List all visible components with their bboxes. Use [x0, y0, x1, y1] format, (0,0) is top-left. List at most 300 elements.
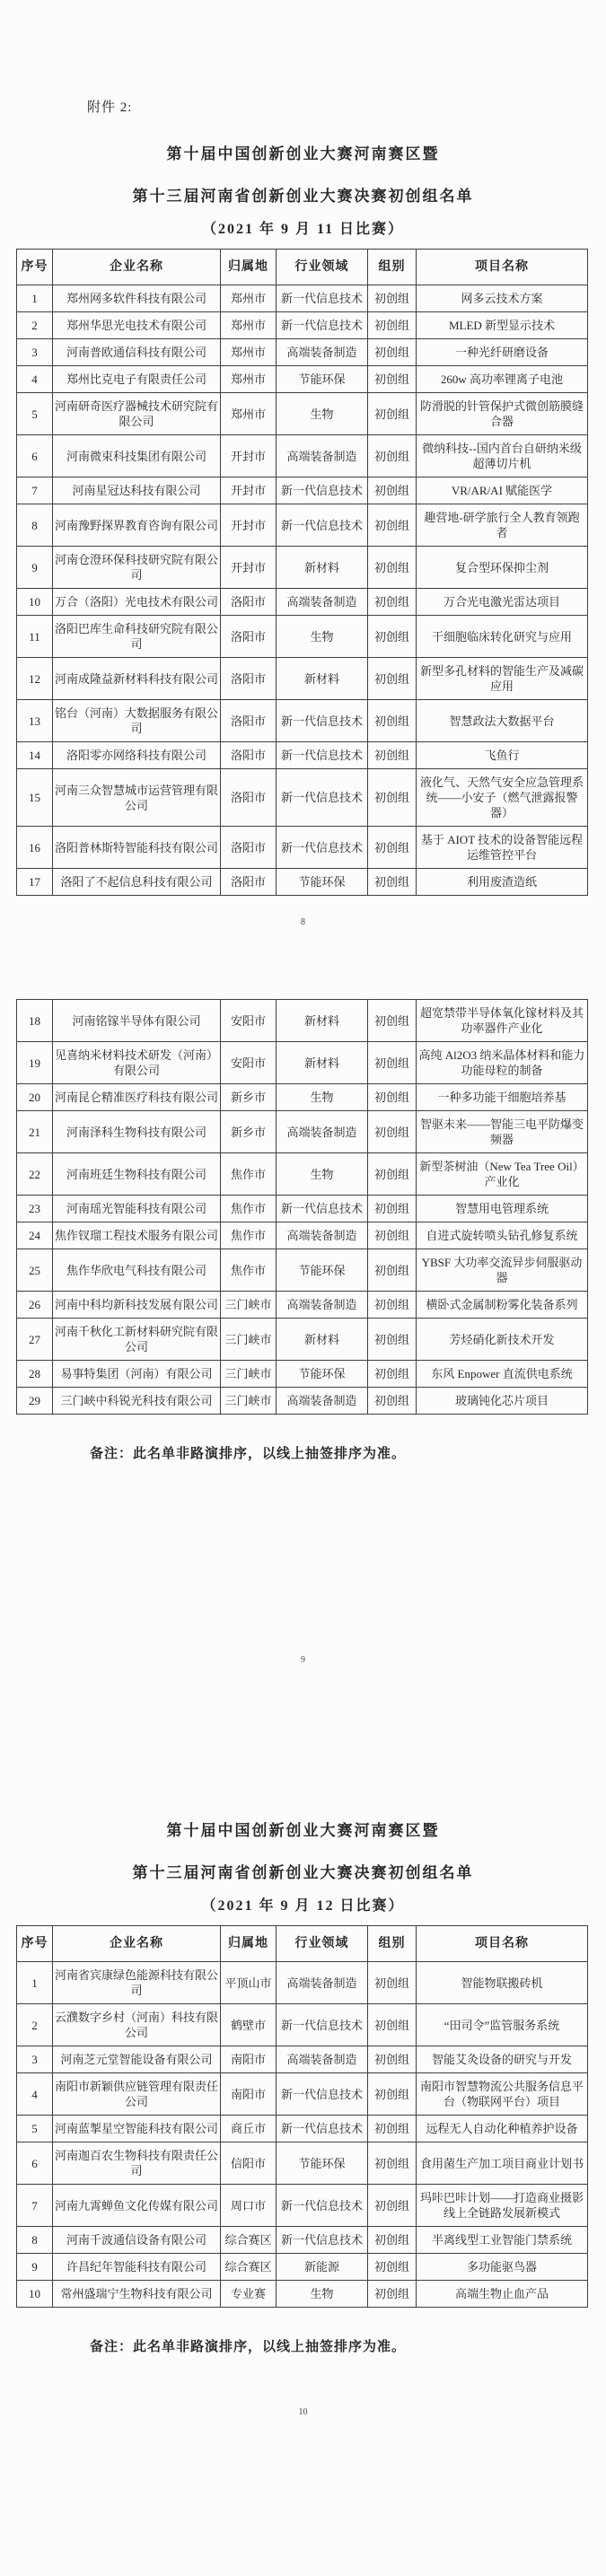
- table-row: [17, 589, 588, 616]
- title-line1-day2: 第十届中国创新创业大赛河南赛区暨: [166, 1822, 440, 1839]
- table-row: [17, 435, 588, 478]
- column-header-group: 组别: [368, 1926, 417, 1962]
- table-row: [17, 2185, 588, 2227]
- table-row: [17, 1196, 588, 1222]
- table-cell: 基于 AIOT 技术的设备智能远程运维管控平台: [417, 827, 588, 869]
- table-row: [17, 2004, 588, 2046]
- table-cell: 河南昆仑精准医疗科技有限公司: [53, 1084, 221, 1111]
- table-cell: 专业赛: [221, 2281, 277, 2308]
- table-cell: 新一代信息技术: [277, 2227, 368, 2254]
- table-cell: 新一代信息技术: [277, 285, 368, 312]
- table-cell: 初创组: [368, 869, 417, 896]
- column-header-group: 组别: [368, 250, 417, 285]
- table-cell: 初创组: [368, 1249, 417, 1292]
- table-header-row: [17, 1926, 588, 1962]
- table-cell: 新乡市: [221, 1111, 277, 1153]
- table-cell: 河南蓝掣星空智能科技有限公司: [53, 2116, 221, 2142]
- table-cell: MLED 新型显示技术: [417, 312, 588, 339]
- table-row: [17, 478, 588, 504]
- table-cell: 玻璃钝化芯片项目: [417, 1388, 588, 1415]
- title-line2-day2: 第十三届河南省创新创业大赛决赛初创组名单: [132, 1864, 474, 1881]
- table-cell: 23: [17, 1196, 53, 1222]
- table-cell: 多功能驱鸟器: [417, 2254, 588, 2281]
- table-cell: 1: [17, 285, 53, 312]
- column-header-city: 归属地: [221, 250, 277, 285]
- table-cell: 11: [17, 616, 53, 658]
- table-cell: 洛阳市: [221, 616, 277, 658]
- table-cell: 高端装备制造: [277, 1388, 368, 1415]
- table-cell: 28: [17, 1361, 53, 1388]
- table-row: [17, 2254, 588, 2281]
- table-cell: 智驱未来——智能三电平防爆变频器: [417, 1111, 588, 1153]
- table-cell: 初创组: [368, 1361, 417, 1388]
- table-cell: 开封市: [221, 547, 277, 589]
- page-number: 9: [301, 1655, 305, 1665]
- table-cell: 初创组: [368, 658, 417, 700]
- table-cell: 超宽禁带半导体氧化镓材料及其功率器件产业化: [417, 1000, 588, 1042]
- table-row: [17, 2073, 588, 2116]
- table-cell: 新一代信息技术: [277, 504, 368, 547]
- table-cell: 高端装备制造: [277, 435, 368, 478]
- table-cell: 4: [17, 366, 53, 393]
- table-row: [17, 827, 588, 869]
- table-cell: 焦作钗瑠工程技术服务有限公司: [53, 1222, 221, 1249]
- table-cell: 河南成隆益新材料科技有限公司: [53, 658, 221, 700]
- table-cell: 初创组: [368, 2073, 417, 2116]
- table-cell: 生物: [277, 1153, 368, 1196]
- table-cell: 新一代信息技术: [277, 1196, 368, 1222]
- table-cell: 洛阳市: [221, 769, 277, 827]
- table-row: [17, 1319, 588, 1361]
- table-cell: 初创组: [368, 1222, 417, 1249]
- table-cell: 南阳市新颖供应链管理有限责任公司: [53, 2073, 221, 2116]
- table-cell: 趣营地-研学旅行全人教育领跑者: [417, 504, 588, 547]
- table-cell: 初创组: [368, 2142, 417, 2185]
- table-cell: 25: [17, 1249, 53, 1292]
- table-cell: 高纯 Al2O3 纳米晶体材料和能力功能母粒的制备: [417, 1042, 588, 1084]
- table-row: [17, 2227, 588, 2254]
- table-cell: 洛阳了不起信息科技有限公司: [53, 869, 221, 896]
- table-cell: 河南豫野探界教育咨询有限公司: [53, 504, 221, 547]
- table-cell: 高端装备制造: [277, 2046, 368, 2073]
- table-cell: “田司令”监管服务系统: [417, 2004, 588, 2046]
- table-cell: YBSF 大功率交流异步伺服驱动器: [417, 1249, 588, 1292]
- table-cell: 郑州网多软件科技有限公司: [53, 285, 221, 312]
- table-cell: 高端生物止血产品: [417, 2281, 588, 2308]
- table-cell: 洛阳市: [221, 700, 277, 742]
- table-cell: 综合赛区: [221, 2227, 277, 2254]
- table-cell: 三门峡市: [221, 1388, 277, 1415]
- table-row: [17, 547, 588, 589]
- table-cell: 初创组: [368, 1153, 417, 1196]
- table-cell: 18: [17, 1000, 53, 1042]
- table-cell: 初创组: [368, 769, 417, 827]
- table-cell: 5: [17, 393, 53, 435]
- table-cell: 初创组: [368, 2254, 417, 2281]
- table-cell: 许昌纪年智能科技有限公司: [53, 2254, 221, 2281]
- table-cell: 新材料: [277, 1000, 368, 1042]
- table-cell: 铭台（河南）大数据服务有限公司: [53, 700, 221, 742]
- table-cell: 郑州市: [221, 393, 277, 435]
- title-line2: 第十三届河南省创新创业大赛决赛初创组名单: [132, 188, 474, 205]
- table-header-row: [17, 250, 588, 285]
- table-cell: 初创组: [368, 589, 417, 616]
- table-row: [17, 700, 588, 742]
- table-cell: 20: [17, 1084, 53, 1111]
- table-row: [17, 1111, 588, 1153]
- table-cell: 新一代信息技术: [277, 2004, 368, 2046]
- table-cell: 生物: [277, 616, 368, 658]
- table-cell: 南阳市智慧物流公共服务信息平台（物联网平台）项目: [417, 2073, 588, 2116]
- table-cell: 初创组: [368, 1000, 417, 1042]
- table-cell: 21: [17, 1111, 53, 1153]
- table-cell: 河南普欧通信科技有限公司: [53, 339, 221, 366]
- table-cell: 复合型环保抑尘剂: [417, 547, 588, 589]
- table-row: [17, 312, 588, 339]
- table-cell: 新能源: [277, 2254, 368, 2281]
- table-cell: 初创组: [368, 504, 417, 547]
- table-cell: 东风 Enpower 直流供电系统: [417, 1361, 588, 1388]
- table-cell: 河南班廷生物科技有限公司: [53, 1153, 221, 1196]
- table-cell: 万合光电激光雷达项目: [417, 589, 588, 616]
- table-cell: 新材料: [277, 658, 368, 700]
- note-day1: 备注：此名单非路演排序，以线上抽签排序为准。: [90, 1447, 407, 1461]
- table-cell: 智慧用电管理系统: [417, 1196, 588, 1222]
- table-cell: 开封市: [221, 504, 277, 547]
- table-cell: 微纳科技--国内首台自研纳米级超薄切片机: [417, 435, 588, 478]
- page-number: 8: [301, 917, 305, 927]
- table-cell: 一种光纤研磨设备: [417, 339, 588, 366]
- results-table-day2: [16, 1925, 588, 2308]
- table-cell: 3: [17, 339, 53, 366]
- table-cell: 初创组: [368, 2046, 417, 2073]
- table-cell: 利用废渣造纸: [417, 869, 588, 896]
- table-cell: 河南研奇医疗器械技术研究院有限公司: [53, 393, 221, 435]
- table-cell: 商丘市: [221, 2116, 277, 2142]
- table-cell: 安阳市: [221, 1000, 277, 1042]
- table-cell: 13: [17, 700, 53, 742]
- table-cell: 9: [17, 2254, 53, 2281]
- table-row: [17, 1084, 588, 1111]
- table-cell: 智能物联搬砖机: [417, 1962, 588, 2004]
- table-cell: 27: [17, 1319, 53, 1361]
- table-cell: 焦作华欣电气科技有限公司: [53, 1249, 221, 1292]
- table-cell: 河南千秋化工新材料研究院有限公司: [53, 1319, 221, 1361]
- table-cell: 平顶山市: [221, 1962, 277, 2004]
- table-cell: 初创组: [368, 1111, 417, 1153]
- table-cell: 260w 高功率锂离子电池: [417, 366, 588, 393]
- table-cell: 新一代信息技术: [277, 700, 368, 742]
- table-cell: 初创组: [368, 700, 417, 742]
- table-cell: 初创组: [368, 339, 417, 366]
- column-header-project: 项目名称: [417, 250, 588, 285]
- table-cell: 食用菌生产加工项目商业计划书: [417, 2142, 588, 2185]
- table-cell: 郑州市: [221, 312, 277, 339]
- table-cell: 1: [17, 1962, 53, 2004]
- table-cell: 综合赛区: [221, 2254, 277, 2281]
- column-header-no: 序号: [17, 1926, 53, 1962]
- table-cell: 新一代信息技术: [277, 827, 368, 869]
- table-row: [17, 2142, 588, 2185]
- table-cell: 液化气、天然气安全应急管理系统——小安子（燃气泄露报警器）: [417, 769, 588, 827]
- table-cell: 新材料: [277, 1319, 368, 1361]
- table-row: [17, 1000, 588, 1042]
- table-cell: 初创组: [368, 478, 417, 504]
- table-cell: 节能环保: [277, 869, 368, 896]
- table-cell: 河南省宾康绿色能源科技有限公司: [53, 1962, 221, 2004]
- table-cell: 生物: [277, 1084, 368, 1111]
- table-cell: 5: [17, 2116, 53, 2142]
- table-cell: 郑州比克电子有限责任公司: [53, 366, 221, 393]
- table-cell: 常州盛瑞宁生物科技有限公司: [53, 2281, 221, 2308]
- table-cell: 横卧式金属制粉雾化装备系列: [417, 1292, 588, 1319]
- column-header-company: 企业名称: [53, 1926, 221, 1962]
- table-cell: 初创组: [368, 2281, 417, 2308]
- table-row: [17, 1222, 588, 1249]
- table-row: [17, 1042, 588, 1084]
- table-cell: 云濮数字乡村（河南）科技有限公司: [53, 2004, 221, 2046]
- table-cell: 初创组: [368, 393, 417, 435]
- table-cell: 10: [17, 589, 53, 616]
- table-cell: 初创组: [368, 742, 417, 769]
- table-cell: 初创组: [368, 366, 417, 393]
- table-cell: 节能环保: [277, 2142, 368, 2185]
- table-cell: 郑州华思光电技术有限公司: [53, 312, 221, 339]
- table-row: [17, 393, 588, 435]
- table-cell: 8: [17, 504, 53, 547]
- table-cell: 河南迦百农生物科技有限责任公司: [53, 2142, 221, 2185]
- table-cell: 见喜纳米材料技术研发（河南）有限公司: [53, 1042, 221, 1084]
- table-cell: 半离线型工业智能门禁系统: [417, 2227, 588, 2254]
- table-cell: 7: [17, 478, 53, 504]
- table-cell: 12: [17, 658, 53, 700]
- table-cell: 14: [17, 742, 53, 769]
- table-cell: 防滑脱的针管保护式微创筋膜缝合器: [417, 393, 588, 435]
- table-cell: 鹤壁市: [221, 2004, 277, 2046]
- table-cell: 初创组: [368, 1292, 417, 1319]
- table-cell: 初创组: [368, 1196, 417, 1222]
- table-cell: 远程无人自动化种植养护设备: [417, 2116, 588, 2142]
- table-cell: 16: [17, 827, 53, 869]
- table-cell: 洛阳市: [221, 869, 277, 896]
- table-cell: 周口市: [221, 2185, 277, 2227]
- table-cell: 信阳市: [221, 2142, 277, 2185]
- table-cell: 高端装备制造: [277, 339, 368, 366]
- table-cell: 新材料: [277, 547, 368, 589]
- table-cell: 芳烃硝化新技术开发: [417, 1319, 588, 1361]
- table-row: [17, 2116, 588, 2142]
- table-row: [17, 742, 588, 769]
- table-cell: 初创组: [368, 2116, 417, 2142]
- table-cell: 2: [17, 2004, 53, 2046]
- table-row: [17, 1153, 588, 1196]
- table-cell: 开封市: [221, 478, 277, 504]
- table-cell: 河南星冠达科技有限公司: [53, 478, 221, 504]
- table-cell: 新一代信息技术: [277, 2116, 368, 2142]
- table-cell: 洛阳市: [221, 589, 277, 616]
- table-cell: 洛阳巴库生命科技研究院有限公司: [53, 616, 221, 658]
- table-cell: 洛阳市: [221, 658, 277, 700]
- table-cell: 15: [17, 769, 53, 827]
- column-header-project: 项目名称: [417, 1926, 588, 1962]
- table-row: [17, 1962, 588, 2004]
- table-cell: 3: [17, 2046, 53, 2073]
- table-cell: 河南微束科技集团有限公司: [53, 435, 221, 478]
- column-header-no: 序号: [17, 250, 53, 285]
- table-cell: 飞鱼行: [417, 742, 588, 769]
- table-cell: 29: [17, 1388, 53, 1415]
- table-cell: 焦作市: [221, 1153, 277, 1196]
- table-cell: 河南中科均新科技发展有限公司: [53, 1292, 221, 1319]
- table-cell: 7: [17, 2185, 53, 2227]
- table-cell: 新一代信息技术: [277, 312, 368, 339]
- table-cell: VR/AR/AI 赋能医学: [417, 478, 588, 504]
- table-cell: 高端装备制造: [277, 1111, 368, 1153]
- attachment-label: 附件 2:: [87, 101, 133, 115]
- column-header-city: 归属地: [221, 1926, 277, 1962]
- table-cell: 初创组: [368, 2004, 417, 2046]
- table-row: [17, 366, 588, 393]
- table-cell: 新一代信息技术: [277, 769, 368, 827]
- table-cell: 24: [17, 1222, 53, 1249]
- column-header-industry: 行业领域: [277, 1926, 368, 1962]
- table-cell: 郑州市: [221, 339, 277, 366]
- table-cell: 19: [17, 1042, 53, 1084]
- table-cell: 开封市: [221, 435, 277, 478]
- table-cell: 河南九霄蝉鱼文化传媒有限公司: [53, 2185, 221, 2227]
- table-cell: 智能艾灸设备的研究与开发: [417, 2046, 588, 2073]
- table-cell: 河南泽科生物科技有限公司: [53, 1111, 221, 1153]
- table-cell: 三门峡市: [221, 1361, 277, 1388]
- table-cell: 焦作市: [221, 1222, 277, 1249]
- table-cell: 6: [17, 2142, 53, 2185]
- table-cell: 新型茶树油（New Tea Tree Oil）产业化: [417, 1153, 588, 1196]
- table-cell: 22: [17, 1153, 53, 1196]
- table-cell: 洛阳市: [221, 742, 277, 769]
- table-cell: 自进式旋转喷头钻孔修复系统: [417, 1222, 588, 1249]
- table-cell: 新一代信息技术: [277, 2073, 368, 2116]
- table-cell: 初创组: [368, 285, 417, 312]
- results-table-day1-part2: [16, 999, 588, 1415]
- table-cell: 一种多功能干细胞培养基: [417, 1084, 588, 1111]
- table-cell: 河南铭镓半导体有限公司: [53, 1000, 221, 1042]
- table-row: [17, 1292, 588, 1319]
- table-cell: 6: [17, 435, 53, 478]
- table-cell: 9: [17, 547, 53, 589]
- table-cell: 新材料: [277, 1042, 368, 1084]
- table-cell: 安阳市: [221, 1042, 277, 1084]
- table-cell: 26: [17, 1292, 53, 1319]
- table-cell: 高端装备制造: [277, 1222, 368, 1249]
- table-cell: 焦作市: [221, 1249, 277, 1292]
- table-cell: 三门峡中科锐光科技有限公司: [53, 1388, 221, 1415]
- table-row: [17, 1388, 588, 1415]
- table-cell: 初创组: [368, 1084, 417, 1111]
- table-cell: 新一代信息技术: [277, 742, 368, 769]
- table-cell: 新一代信息技术: [277, 2185, 368, 2227]
- table-cell: 生物: [277, 2281, 368, 2308]
- table-cell: 玛咔巴咔计划——打造商业摄影线上全链路发展新模式: [417, 2185, 588, 2227]
- table-cell: 河南三众智慧城市运营管理有限公司: [53, 769, 221, 827]
- note-day2: 备注：此名单非路演排序，以线上抽签排序为准。: [90, 2340, 407, 2354]
- page-number: 10: [298, 2407, 308, 2417]
- table-cell: 节能环保: [277, 366, 368, 393]
- table-cell: 初创组: [368, 1388, 417, 1415]
- table-row: [17, 2046, 588, 2073]
- table-cell: 初创组: [368, 547, 417, 589]
- table-cell: 新乡市: [221, 1084, 277, 1111]
- table-row: [17, 504, 588, 547]
- table-row: [17, 2281, 588, 2308]
- table-cell: 初创组: [368, 435, 417, 478]
- table-cell: 初创组: [368, 2227, 417, 2254]
- table-cell: 初创组: [368, 616, 417, 658]
- table-cell: 网多云技术方案: [417, 285, 588, 312]
- table-cell: 洛阳市: [221, 827, 277, 869]
- competition-date-day2: （2021 年 9 月 12 日比赛）: [201, 1898, 405, 1914]
- table-row: [17, 616, 588, 658]
- table-cell: 初创组: [368, 2185, 417, 2227]
- table-row: [17, 1361, 588, 1388]
- table-cell: 高端装备制造: [277, 1292, 368, 1319]
- table-cell: 2: [17, 312, 53, 339]
- table-cell: 智慧政法大数据平台: [417, 700, 588, 742]
- table-cell: 新型多孔材料的智能生产及减碳应用: [417, 658, 588, 700]
- table-cell: 河南千波通信设备有限公司: [53, 2227, 221, 2254]
- table-row: [17, 339, 588, 366]
- table-cell: 焦作市: [221, 1196, 277, 1222]
- results-table-day1-part1: [16, 249, 588, 896]
- table-cell: 三门峡市: [221, 1319, 277, 1361]
- table-cell: 初创组: [368, 827, 417, 869]
- table-row: [17, 869, 588, 896]
- table-cell: 10: [17, 2281, 53, 2308]
- table-cell: 8: [17, 2227, 53, 2254]
- table-cell: 高端装备制造: [277, 1962, 368, 2004]
- table-cell: 郑州市: [221, 285, 277, 312]
- table-cell: 17: [17, 869, 53, 896]
- table-cell: 万合（洛阳）光电技术有限公司: [53, 589, 221, 616]
- table-cell: 干细胞临床转化研究与应用: [417, 616, 588, 658]
- table-row: [17, 1249, 588, 1292]
- table-row: [17, 769, 588, 827]
- table-cell: 南阳市: [221, 2046, 277, 2073]
- table-cell: 4: [17, 2073, 53, 2116]
- table-cell: 洛阳普林斯特智能科技有限公司: [53, 827, 221, 869]
- column-header-industry: 行业领域: [277, 250, 368, 285]
- table-cell: 南阳市: [221, 2073, 277, 2116]
- table-cell: 郑州市: [221, 366, 277, 393]
- table-row: [17, 658, 588, 700]
- table-cell: 河南瑶光智能科技有限公司: [53, 1196, 221, 1222]
- table-cell: 河南仓澄环保科技研究院有限公司: [53, 547, 221, 589]
- table-cell: 洛阳零亦网络科技有限公司: [53, 742, 221, 769]
- table-cell: 初创组: [368, 312, 417, 339]
- table-cell: 初创组: [368, 1319, 417, 1361]
- table-cell: 生物: [277, 393, 368, 435]
- table-cell: 节能环保: [277, 1249, 368, 1292]
- table-cell: 初创组: [368, 1042, 417, 1084]
- table-cell: 河南芝元堂智能设备有限公司: [53, 2046, 221, 2073]
- title-line1: 第十届中国创新创业大赛河南赛区暨: [166, 145, 440, 162]
- table-cell: 三门峡市: [221, 1292, 277, 1319]
- table-row: [17, 285, 588, 312]
- table-cell: 高端装备制造: [277, 589, 368, 616]
- competition-date-day1: （2021 年 9 月 11 日比赛）: [201, 222, 405, 237]
- table-cell: 节能环保: [277, 1361, 368, 1388]
- table-cell: 初创组: [368, 1962, 417, 2004]
- table-cell: 新一代信息技术: [277, 478, 368, 504]
